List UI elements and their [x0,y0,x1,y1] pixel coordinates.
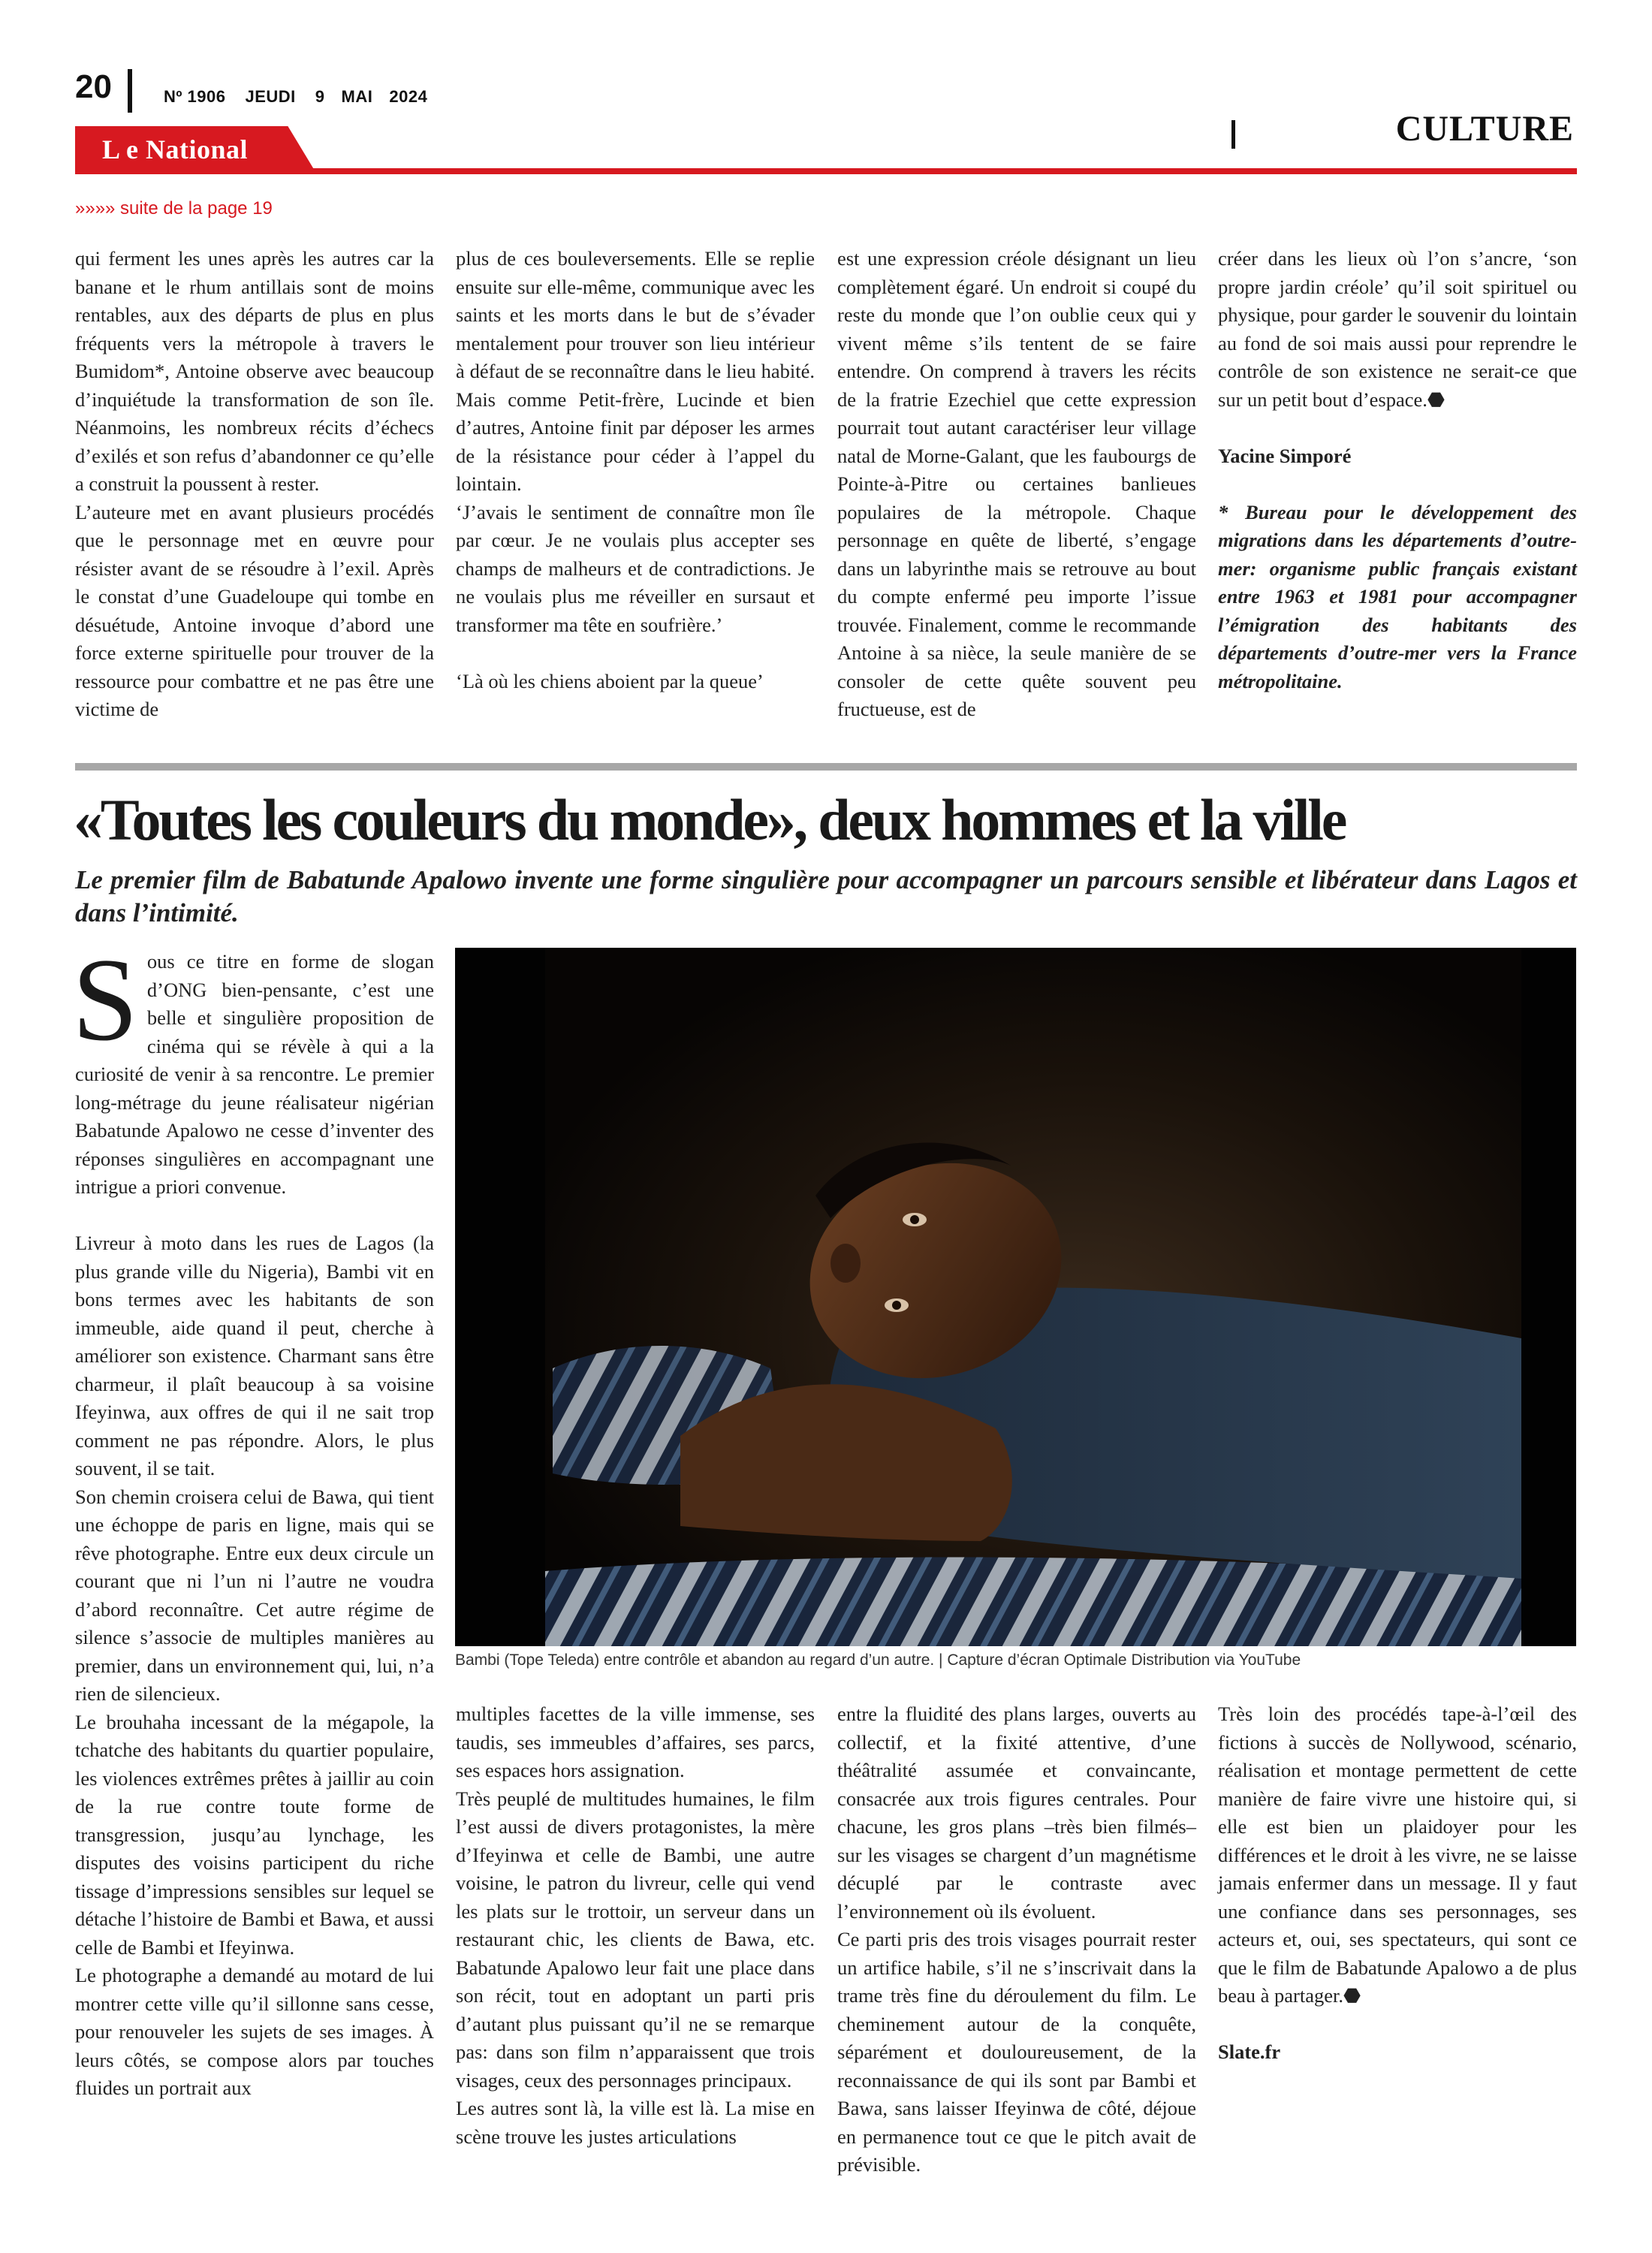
issue-year: 2024 [389,87,428,106]
paragraph-text: créer dans les lieux où l’on s’ancre, ‘son propre jardin créole’ qu’il soit spirituel ou physique, pour garder le souvenir du lointain au fond de soi mais aussi pour reprendre le contrôle de son existence ne serait-ce que sur un petit bout d’espace. [1218,247,1577,411]
paragraph: plus de ces bouleversements. Elle se replie ensuite sur elle-même, communique avec les saints et les morts dans le but de s’évader mentalement pour trouver son lieu intérieur à défaut de se reconnaître dans le lieu habité. Mais comme Petit-frère, Lucinde et bien d’autres, Antoine finit par déposer les armes de la résistance pour céder à l’appel du lointain. [456,247,815,495]
paragraph: Le photographe a demandé au motard de lui montrer cette ville qu’il sillonne sans cesse, pour renouveler les sujets de ses images. À leurs côtés, se compose alors par touches fluides un portrait aux [75,1964,434,2099]
issue-month: MAI [341,87,373,106]
issue-day: 9 [315,87,325,106]
article-headline: «Toutes les couleurs du monde», deux hommes et la ville [74,787,1346,852]
article-standfirst: Le premier film de Babatunde Apalowo invente une forme singulière pour accompagner un parcours sensible et libérateur dans Lagos et dans l’intimité. [75,865,1577,927]
footnote: * Bureau pour le développement des migrations dans les départements d’outre-mer: organisme public français existant entre 1963 et 1981 pour accompagner l’émigration des habitants des départements d’outre-mer vers la France métropolitaine. [1218,500,1577,692]
paragraph: Ce parti pris des trois visages pourrait rester un artifice habile, s’il ne s’inscrivait dans la trame très fine du déroulement du film. Le cheminement autour de la conquête, séparément et douloureusement, de la reconnaissance de qui ils sont par Bambi et Bawa, sans laisser Ifeyinwa de côté, déjoue en permanence tout ce que le pitch avait de prévisible. [837,1928,1196,2176]
paragraph: Le brouhaha incessant de la mégapole, la tchatche des habitants du quartier populaire, les violences extrêmes prêtes à jaillir au coin de la rue contre toute forme de transgression, jusqu’au lynchage, les disputes des voisins participent du riche tissage d’impressions sensibles sur lequel se détache l’histoire de Bambi et Bawa, et aussi celle de Bambi et Ifeyinwa. [75,1710,434,1959]
prev-article-col-2 [456,245,815,695]
section-divider [1231,120,1235,149]
issue-number: Nº 1906 [164,87,226,106]
prev-article-col-1 [75,245,434,724]
subheading: ‘Là où les chiens aboient par la queue’ [456,669,764,692]
paragraph [1218,1700,1577,2010]
author-byline: Yacine Simporé [1218,444,1352,467]
paragraph: entre la fluidité des plans larges, ouverts au collectif, et la fixité attentive, d’une théâtralité assumée et convaincante, consacrée aux trois figures centrales. Pour chacune, les gros plans –très bien filmés– sur les visages se chargent d’un magnétisme décuplé par le contraste avec l’environnement où ils évoluent. [837,1703,1196,1923]
prev-article-col-3 [837,245,1196,724]
paragraph: multiples facettes de la ville immense, ses taudis, ses immeubles d’affaires, ses parcs, ses espaces hors assignation. [456,1703,815,1781]
continued-from: »»»» suite de la page 19 [75,198,273,219]
paragraph: ‘J’avais le sentiment de connaître mon île par cœur. Je ne voulais plus accepter ses champs de malheurs et de contradictions. Je ne voulais plus me réveiller en sursaut et transformer ma tête en soufrière.’ [456,500,815,636]
article-col-2 [456,1700,815,2151]
article-col-3 [837,1700,1196,2179]
photo-caption: Bambi (Tope Teleda) entre contrôle et abandon au regard d’un autre. | Capture d’écran Optimale Distribution via YouTube [455,1651,1301,1669]
paragraph: Livreur à moto dans les rues de Lagos (la plus grande ville du Nigeria), Bambi vit en bons termes avec les habitants de son immeuble, aide quand il peut, cherche à améliorer son existence. Charmant sans être charmeur, il plaît beaucoup à sa voisine Ifeyinwa, aux offres de qui il ne sait trop comment ne pas répondre. Alors, le plus souvent, il se tait. [75,1232,434,1479]
paragraph: est une expression créole désignant un lieu complètement égaré. Un endroit si coupé du reste du monde que l’on oublie ceux qui y vivent même s’ils tentent de se faire entendre. On comprend à travers les récits de la fratrie Ezechiel que cette expression pourrait tout autant caractériser leur village natal de Morne-Galant, que les faubourgs de Pointe-à-Pitre ou certaines banlieues populaires de la métropole. Chaque personnage en quête de liberté, s’engage dans un labyrinthe mais se retrouve au bout du compte enfermé peu importe l’issue trouvée. Finalement, comme le recommande Antoine à sa nièce, la seule manière de se consoler de cette quête souvent peu fructueuse, est de [837,247,1196,720]
article-col-1 [72,934,434,2103]
paragraph [1218,245,1577,414]
brand-logo-text: L e National [102,134,249,164]
paragraph: Très peuplé de multitudes humaines, le film l’est aussi de divers protagonistes, la mère d’Ifeyinwa et celle de Bambi, une autre voisine, le patron du livreur, celle qui vend les plats sur le trottoir, un serveur dans un restaurant chic, les clients de Bawa, etc. Babatunde Apalowo leur fait une place dans son récit, tout en adoptant un parti pris d’autant plus puissant qu’il ne se remarque pas: dans son film n’apparaissent que trois visages, ceux des personnages principaux. [456,1787,815,2092]
issue-weekday: JEUDI [245,87,296,106]
film-still-photo [455,948,1576,1646]
lead-paragraph [72,934,434,1202]
article-source: Slate.fr [1218,2040,1281,2063]
section-title: CULTURE [1395,109,1574,149]
drop-cap: S [72,934,138,1066]
film-still-illustration [455,948,1576,1646]
article-col-4 [1218,1700,1577,2067]
issue-line [164,89,447,105]
page-number-divider [128,69,132,113]
end-mark-icon: ⬣ [1427,388,1446,411]
prev-article-col-4 [1218,245,1577,695]
lead-text: ous ce titre en forme de slogan d’ONG bien-pensante, c’est une belle et singulière proposition de cinéma qui se révèle à qui a la curiosité de venir à sa rencontre. Le premier long-métrage du jeune réalisateur nigérian Babatunde Apalowo ne cesse d’inventer des réponses singulières en accompagnant une intrigue a priori convenue. [75,950,434,1198]
end-mark-icon: ⬣ [1343,1984,1361,2007]
article-separator [75,763,1577,771]
paragraph: Les autres sont là, la ville est là. La mise en scène trouve les justes articulations [456,2097,815,2148]
paragraph: L’auteure met en avant plusieurs procédés que le personnage met en œuvre pour résister avant de se résoudre à l’exil. Après le constat d’une Guadeloupe qui tombe en désuétude, Antoine invoque d’abord une force externe spirituelle pour trouver de la ressource pour combattre et ne pas être une victime de [75,500,434,720]
paragraph: qui ferment les unes après les autres car la banane et le rhum antillais sont de moins rentables, aux des départs de plus en plus fréquents vers la métropole à travers le Bumidom*, Antoine observe avec beaucoup d’inquiétude la transformation de son île. Néanmoins, les nombreux récits d’échecs d’exilés et son refus d’abandonner ce qu’elle a construit la poussent à rester. [75,247,434,495]
page-number: 20 [75,68,112,105]
paragraph-text: Très loin des procédés tape-à-l’œil des fictions à succès de Nollywood, scénario, réalisation et montage permettent de cette manière de faire vivre une histoire qui, si elle est bien un plaidoyer pour les différences et le droit à les vivre, ne se laisse jamais enfermer dans un message. Il y faut une confiance dans ses personnages, ses acteurs et, oui, ses spectateurs, qui sont ce que le film de Babatunde Apalowo a de plus beau à partager. [1218,1703,1577,2007]
paragraph: Son chemin croisera celui de Bawa, qui tient une échoppe de paris en ligne, mais qui se rêve photographe. Entre eux deux circule un courant que ni l’un ni l’autre ne voudra d’abord reconnaître. Cet autre régime de silence s’associe de multiples manières au premier, dans un environnement qui, lui, n’a rien de silencieux. [75,1485,434,1705]
